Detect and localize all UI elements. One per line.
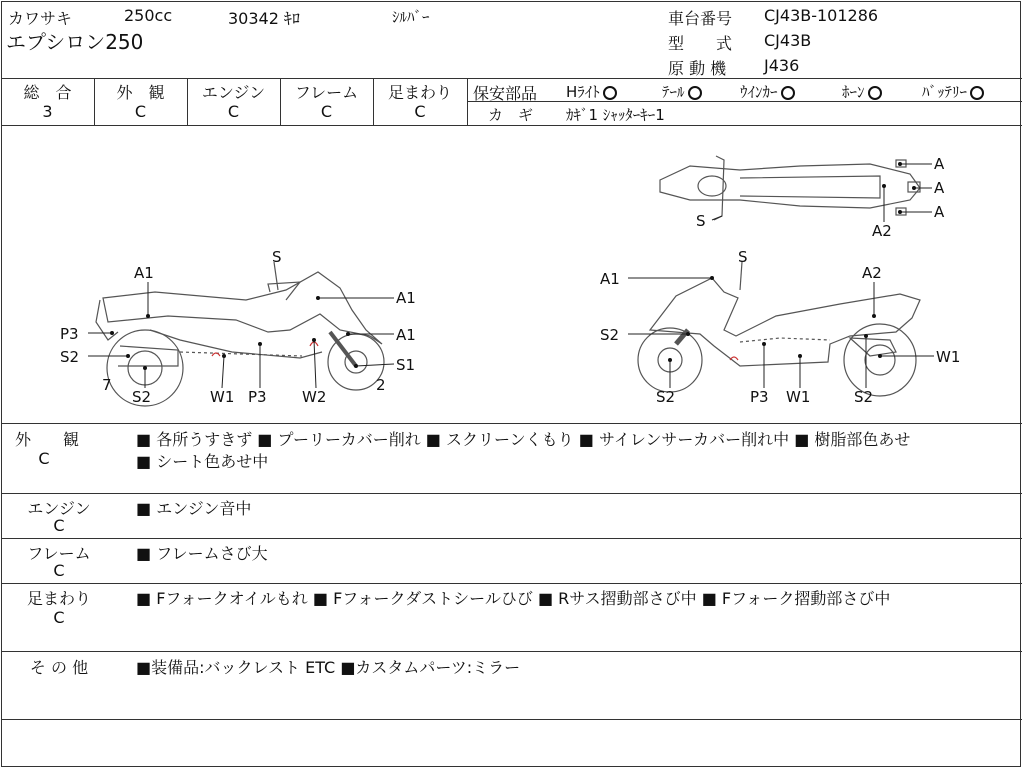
diagram-label: P3 <box>60 325 79 343</box>
frame-grade-label: フレーム <box>294 83 359 102</box>
total-grade: 3 <box>42 102 53 121</box>
displacement: 250cc <box>124 6 173 25</box>
total-label: 総 合 <box>23 83 72 102</box>
type-value: CJ43B <box>764 31 812 50</box>
right-side-scooter-icon <box>638 262 920 396</box>
left-side-scooter-icon <box>96 262 384 406</box>
body-color: ｼﾙﾊﾞｰ <box>392 8 430 26</box>
diagram-label: W1 <box>786 388 811 406</box>
suspension-grade-label: 足まわり <box>387 83 452 102</box>
safety-item-headlight: Hﾗｲﾄ <box>566 81 617 102</box>
exterior-section-label: 外 観 <box>14 430 79 449</box>
diagram-label: A <box>934 179 945 197</box>
engine-section-label: エンジン <box>27 499 91 518</box>
key-label: カ ギ <box>488 106 534 124</box>
diagram-label: A1 <box>134 264 154 282</box>
ok-mark-icon <box>603 86 617 100</box>
engine-grade: C <box>227 102 240 121</box>
diagram-label: A <box>934 155 945 173</box>
safety-item-tail: ﾃｰﾙ <box>662 81 702 102</box>
engine-section-grade: C <box>53 516 65 535</box>
other-remarks: ■装備品:バックレスト ETC ■カスタムパーツ:ミラー <box>136 658 521 677</box>
key-value: ｶｷﾞ1 ｼｬｯﾀｰｷｰ1 <box>566 106 665 124</box>
diagram-label: A1 <box>396 289 416 307</box>
diagram-label: S <box>738 248 748 266</box>
diagram-label: S1 <box>396 356 416 374</box>
top-view-scooter-icon <box>660 156 920 220</box>
type-label: 型 式 <box>668 34 733 53</box>
diagram-label: 7 <box>102 376 112 394</box>
diagram-label: 2 <box>376 376 386 394</box>
frame-section-grade: C <box>53 561 65 580</box>
diagram-label: S <box>696 212 706 230</box>
model-name: エプシロン250 <box>6 30 144 54</box>
diagram-label: A <box>934 203 945 221</box>
engine-remarks: ■ エンジン音中 <box>136 499 252 518</box>
safety-item-horn: ﾎｰﾝ <box>842 81 882 102</box>
maker-name: カワサキ <box>8 9 73 28</box>
frame-no-label: 車台番号 <box>668 9 733 28</box>
diagram-label: A1 <box>600 270 620 288</box>
exterior-section-grade: C <box>38 449 50 468</box>
exterior-label: 外 観 <box>116 83 165 102</box>
exterior-grade: C <box>134 102 147 121</box>
diagram-label: S2 <box>600 326 620 344</box>
engine-label: 原 動 機 <box>668 59 727 78</box>
diagram-label: W1 <box>210 388 235 406</box>
suspension-section-label: 足まわり <box>26 589 91 608</box>
other-section-label: そ の 他 <box>29 658 89 677</box>
exterior-remarks-line1: ■ 各所うすきず ■ プーリーカバー削れ ■ スクリーンくもり ■ サイレンサーカバー削れ中 ■ 樹脂部色あせ <box>136 430 911 449</box>
engine-value: J436 <box>764 56 800 75</box>
frame-remarks: ■ フレームさび大 <box>136 544 268 563</box>
diagram-label: A2 <box>872 222 892 240</box>
ok-mark-icon <box>868 86 882 100</box>
diagram-label: A2 <box>862 264 882 282</box>
exterior-remarks-line2: ■ シート色あせ中 <box>136 452 269 471</box>
diagram-label: W2 <box>302 388 327 406</box>
engine-grade-label: エンジン <box>201 83 266 102</box>
diagram-label: P3 <box>248 388 267 406</box>
safety-item-winker: ｳｲﾝｶｰ <box>740 81 795 102</box>
mileage: 30342 ｷﾛ <box>228 9 300 28</box>
diagram-label: W1 <box>936 348 961 366</box>
suspension-section-grade: C <box>53 608 65 627</box>
suspension-remarks: ■ Fフォークオイルもれ ■ Fフォークダストシールひび ■ Rサス摺動部さび中 ■ Fフォーク摺動部さび中 <box>136 589 891 608</box>
damage-diagram <box>0 126 1024 424</box>
ok-mark-icon <box>970 86 984 100</box>
ok-mark-icon <box>781 86 795 100</box>
frame-section-label: フレーム <box>27 544 91 563</box>
ok-mark-icon <box>688 86 702 100</box>
safety-label: 保安部品 <box>473 84 538 103</box>
frame-no: CJ43B-101286 <box>764 6 879 25</box>
diagram-label: S2 <box>656 388 676 406</box>
safety-item-battery: ﾊﾞｯﾃﾘｰ <box>922 81 984 102</box>
diagram-label: S2 <box>854 388 874 406</box>
suspension-grade: C <box>414 102 426 121</box>
diagram-label: A1 <box>396 326 416 344</box>
frame-grade: C <box>320 102 333 121</box>
diagram-label: P3 <box>750 388 769 406</box>
diagram-label: S <box>272 248 282 266</box>
diagram-label: S2 <box>60 348 80 366</box>
diagram-label: S2 <box>132 388 152 406</box>
